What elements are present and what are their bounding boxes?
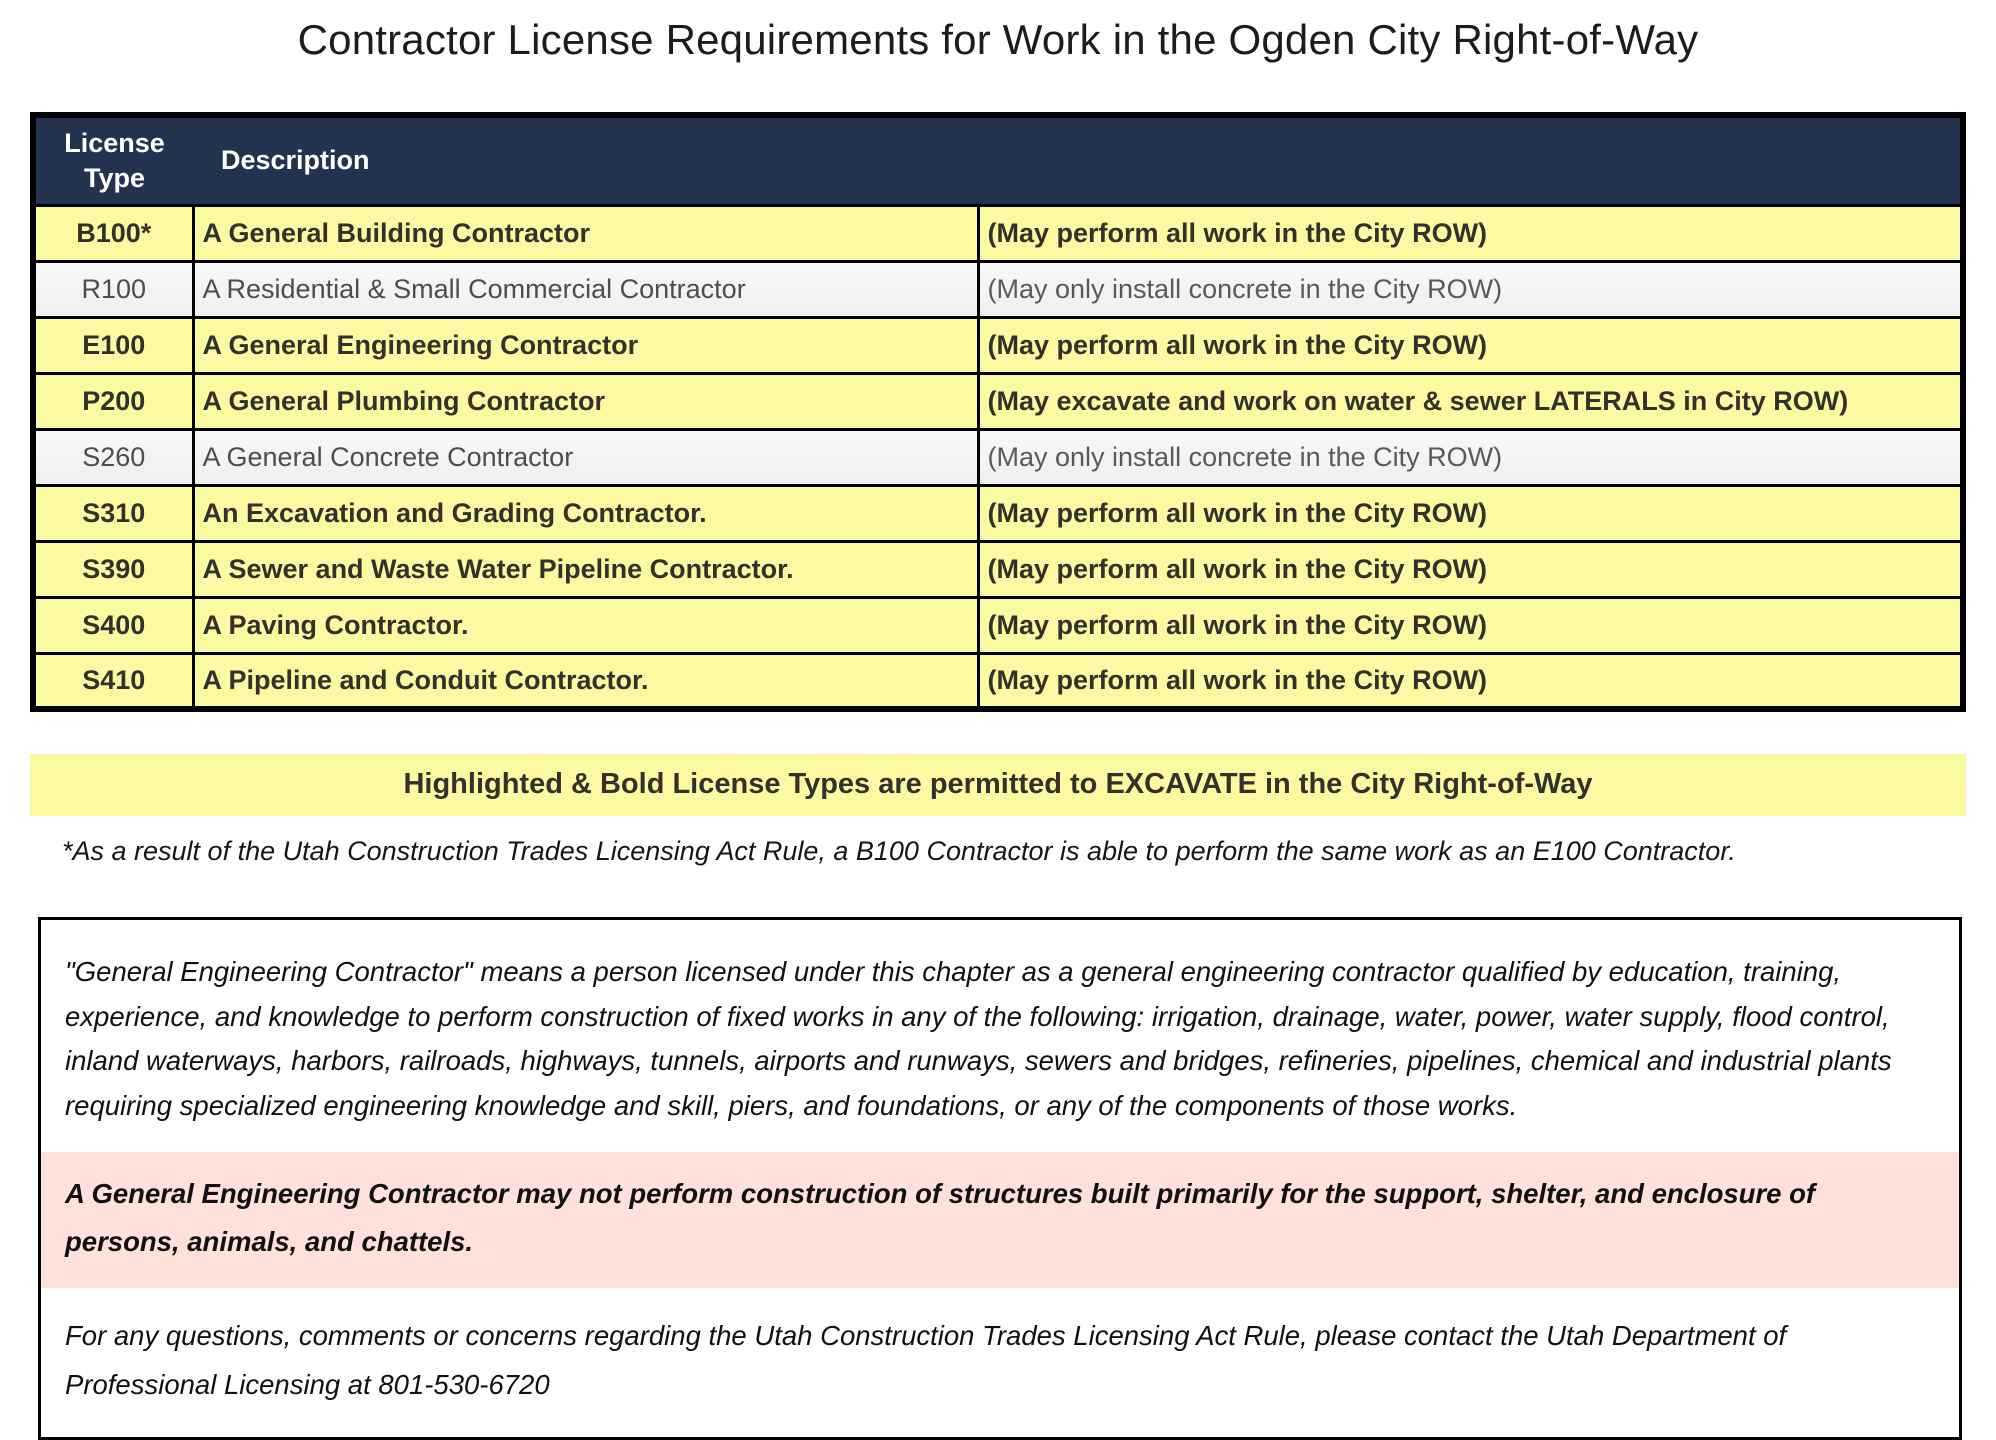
restriction-paragraph: A General Engineering Contractor may not perform construction of structures built primarily for the support, shelter, and enclosure of persons, animals, and chattels. [41, 1152, 1959, 1288]
header-description: Description [193, 115, 978, 205]
description-cell: A General Concrete Contractor [193, 429, 978, 485]
license-type-cell: P200 [33, 373, 193, 429]
license-type-cell: S260 [33, 429, 193, 485]
row-note-cell: (May perform all work in the City ROW) [978, 653, 1963, 709]
license-type-cell: B100* [33, 205, 193, 261]
row-note-cell: (May excavate and work on water & sewer LATERALS in City ROW) [978, 373, 1963, 429]
table-row [33, 261, 1963, 317]
description-cell: A General Building Contractor [193, 205, 978, 261]
table-row [33, 373, 1963, 429]
license-type-cell: E100 [33, 317, 193, 373]
row-note-cell: (May perform all work in the City ROW) [978, 485, 1963, 541]
license-type-cell: S400 [33, 597, 193, 653]
license-type-cell: S390 [33, 541, 193, 597]
description-cell: An Excavation and Grading Contractor. [193, 485, 978, 541]
page-title: Contractor License Requirements for Work in the Ogden City Right-of-Way [297, 16, 1699, 63]
table-header [33, 115, 1963, 205]
row-note-cell: (May only install concrete in the City ROW) [978, 261, 1963, 317]
license-requirements-table [30, 112, 1966, 712]
excavate-permission-banner: Highlighted & Bold License Types are permitted to EXCAVATE in the City Right-of-Way [30, 754, 1966, 816]
contact-paragraph: For any questions, comments or concerns regarding the Utah Construction Trades Licensing Act Rule, please contact the Utah Department of Professional Licensing at 801-530-6720 [65, 1320, 1787, 1400]
table-row [33, 485, 1963, 541]
description-cell: A General Plumbing Contractor [193, 373, 978, 429]
row-note-cell: (May perform all work in the City ROW) [978, 597, 1963, 653]
table-row [33, 653, 1963, 709]
row-note-cell: (May perform all work in the City ROW) [978, 541, 1963, 597]
description-cell: A Residential & Small Commercial Contractor [193, 261, 978, 317]
description-cell: A Pipeline and Conduit Contractor. [193, 653, 978, 709]
b100-footnote: *As a result of the Utah Construction Trades Licensing Act Rule, a B100 Contractor is able to perform the same work as an E100 Contractor. [62, 836, 1736, 866]
header-note-empty [978, 115, 1963, 205]
table-row [33, 317, 1963, 373]
header-row [33, 115, 1963, 205]
table-row [33, 597, 1963, 653]
license-type-cell: S310 [33, 485, 193, 541]
engineering-contractor-info-box [38, 917, 1962, 1440]
table-row [33, 205, 1963, 261]
description-cell: A Paving Contractor. [193, 597, 978, 653]
row-note-cell: (May only install concrete in the City ROW) [978, 429, 1963, 485]
row-note-cell: (May perform all work in the City ROW) [978, 205, 1963, 261]
license-type-cell: R100 [33, 261, 193, 317]
definition-paragraph: "General Engineering Contractor" means a person licensed under this chapter as a general engineering contractor qualified by education, training, experience, and knowledge to perform construction of fixed works in any of the following: irrigation, drainage, water, power, water supply, flood control, inland waterways, harbors, railroads, highways, tunnels, airports and runways, sewers and bridges, refineries, pipelines, chemical and industrial plants requiring specialized engineering knowledge and skill, piers, and foundations, or any of the components of those works. [65, 956, 1892, 1121]
description-cell: A Sewer and Waste Water Pipeline Contractor. [193, 541, 978, 597]
license-type-cell: S410 [33, 653, 193, 709]
description-cell: A General Engineering Contractor [193, 317, 978, 373]
table-row [33, 541, 1963, 597]
table-row [33, 429, 1963, 485]
header-license-type: License Type [33, 115, 193, 205]
row-note-cell: (May perform all work in the City ROW) [978, 317, 1963, 373]
